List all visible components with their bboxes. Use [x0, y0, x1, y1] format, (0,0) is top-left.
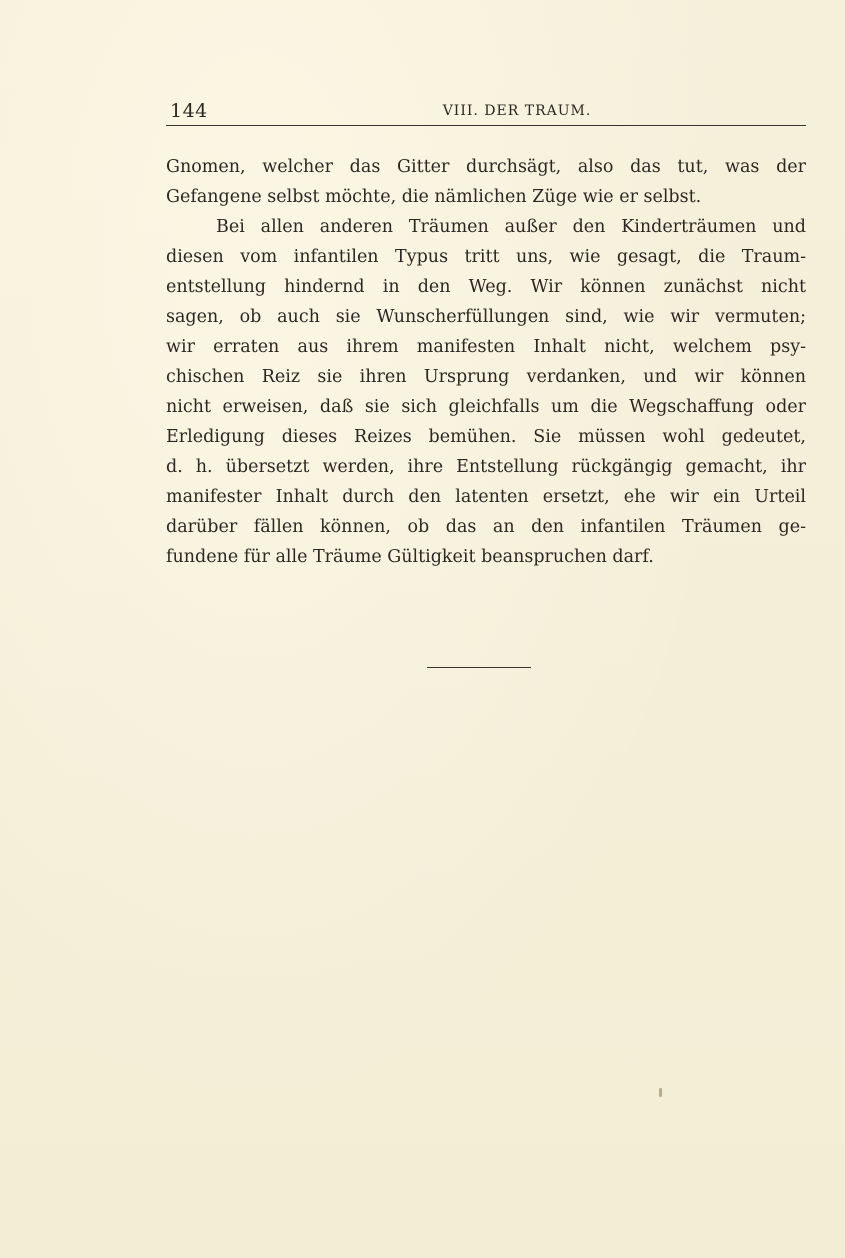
page-number: 144 [170, 100, 208, 122]
paper-speck [659, 1088, 662, 1097]
chapter-end-rule [427, 667, 531, 668]
header-rule [166, 125, 806, 126]
text-line: manifester Inhalt durch den latenten ersetzt, ehe wir ein Urteil [166, 487, 806, 507]
text-line: nicht erweisen, daß sie sich gleichfalls um die Wegschaffung oder [166, 397, 806, 417]
text-line: Erledigung dieses Reizes bemühen. Sie müssen wohl gedeutet, [166, 427, 806, 447]
text-line: sagen, ob auch sie Wunscherfüllungen sind, wie wir vermuten; [166, 307, 806, 327]
text-line: Bei allen anderen Träumen außer den Kinderträumen und [216, 217, 806, 237]
text-line: d. h. übersetzt werden, ihre Entstellung rückgängig gemacht, ihr [166, 457, 806, 477]
page-header [170, 100, 806, 126]
body-text [166, 152, 806, 572]
text-line: chischen Reiz sie ihren Ursprung verdanken, und wir können [166, 367, 806, 387]
text-line: Gnomen, welcher das Gitter durchsägt, also das tut, was der [166, 157, 806, 177]
text-line: diesen vom infantilen Typus tritt uns, wie gesagt, die Traum- [166, 247, 806, 267]
text-line: Gefangene selbst möchte, die nämlichen Züge wie er selbst. [166, 187, 702, 207]
text-line: wir erraten aus ihrem manifesten Inhalt nicht, welchem psy- [166, 337, 806, 357]
text-line: entstellung hindernd in den Weg. Wir können zunächst nicht [166, 277, 806, 297]
text-line: darüber fällen können, ob das an den infantilen Träumen ge- [166, 517, 806, 537]
running-title: VIII. DER TRAUM. [442, 103, 592, 119]
text-line: fundene für alle Träume Gültigkeit beanspruchen darf. [166, 547, 654, 567]
